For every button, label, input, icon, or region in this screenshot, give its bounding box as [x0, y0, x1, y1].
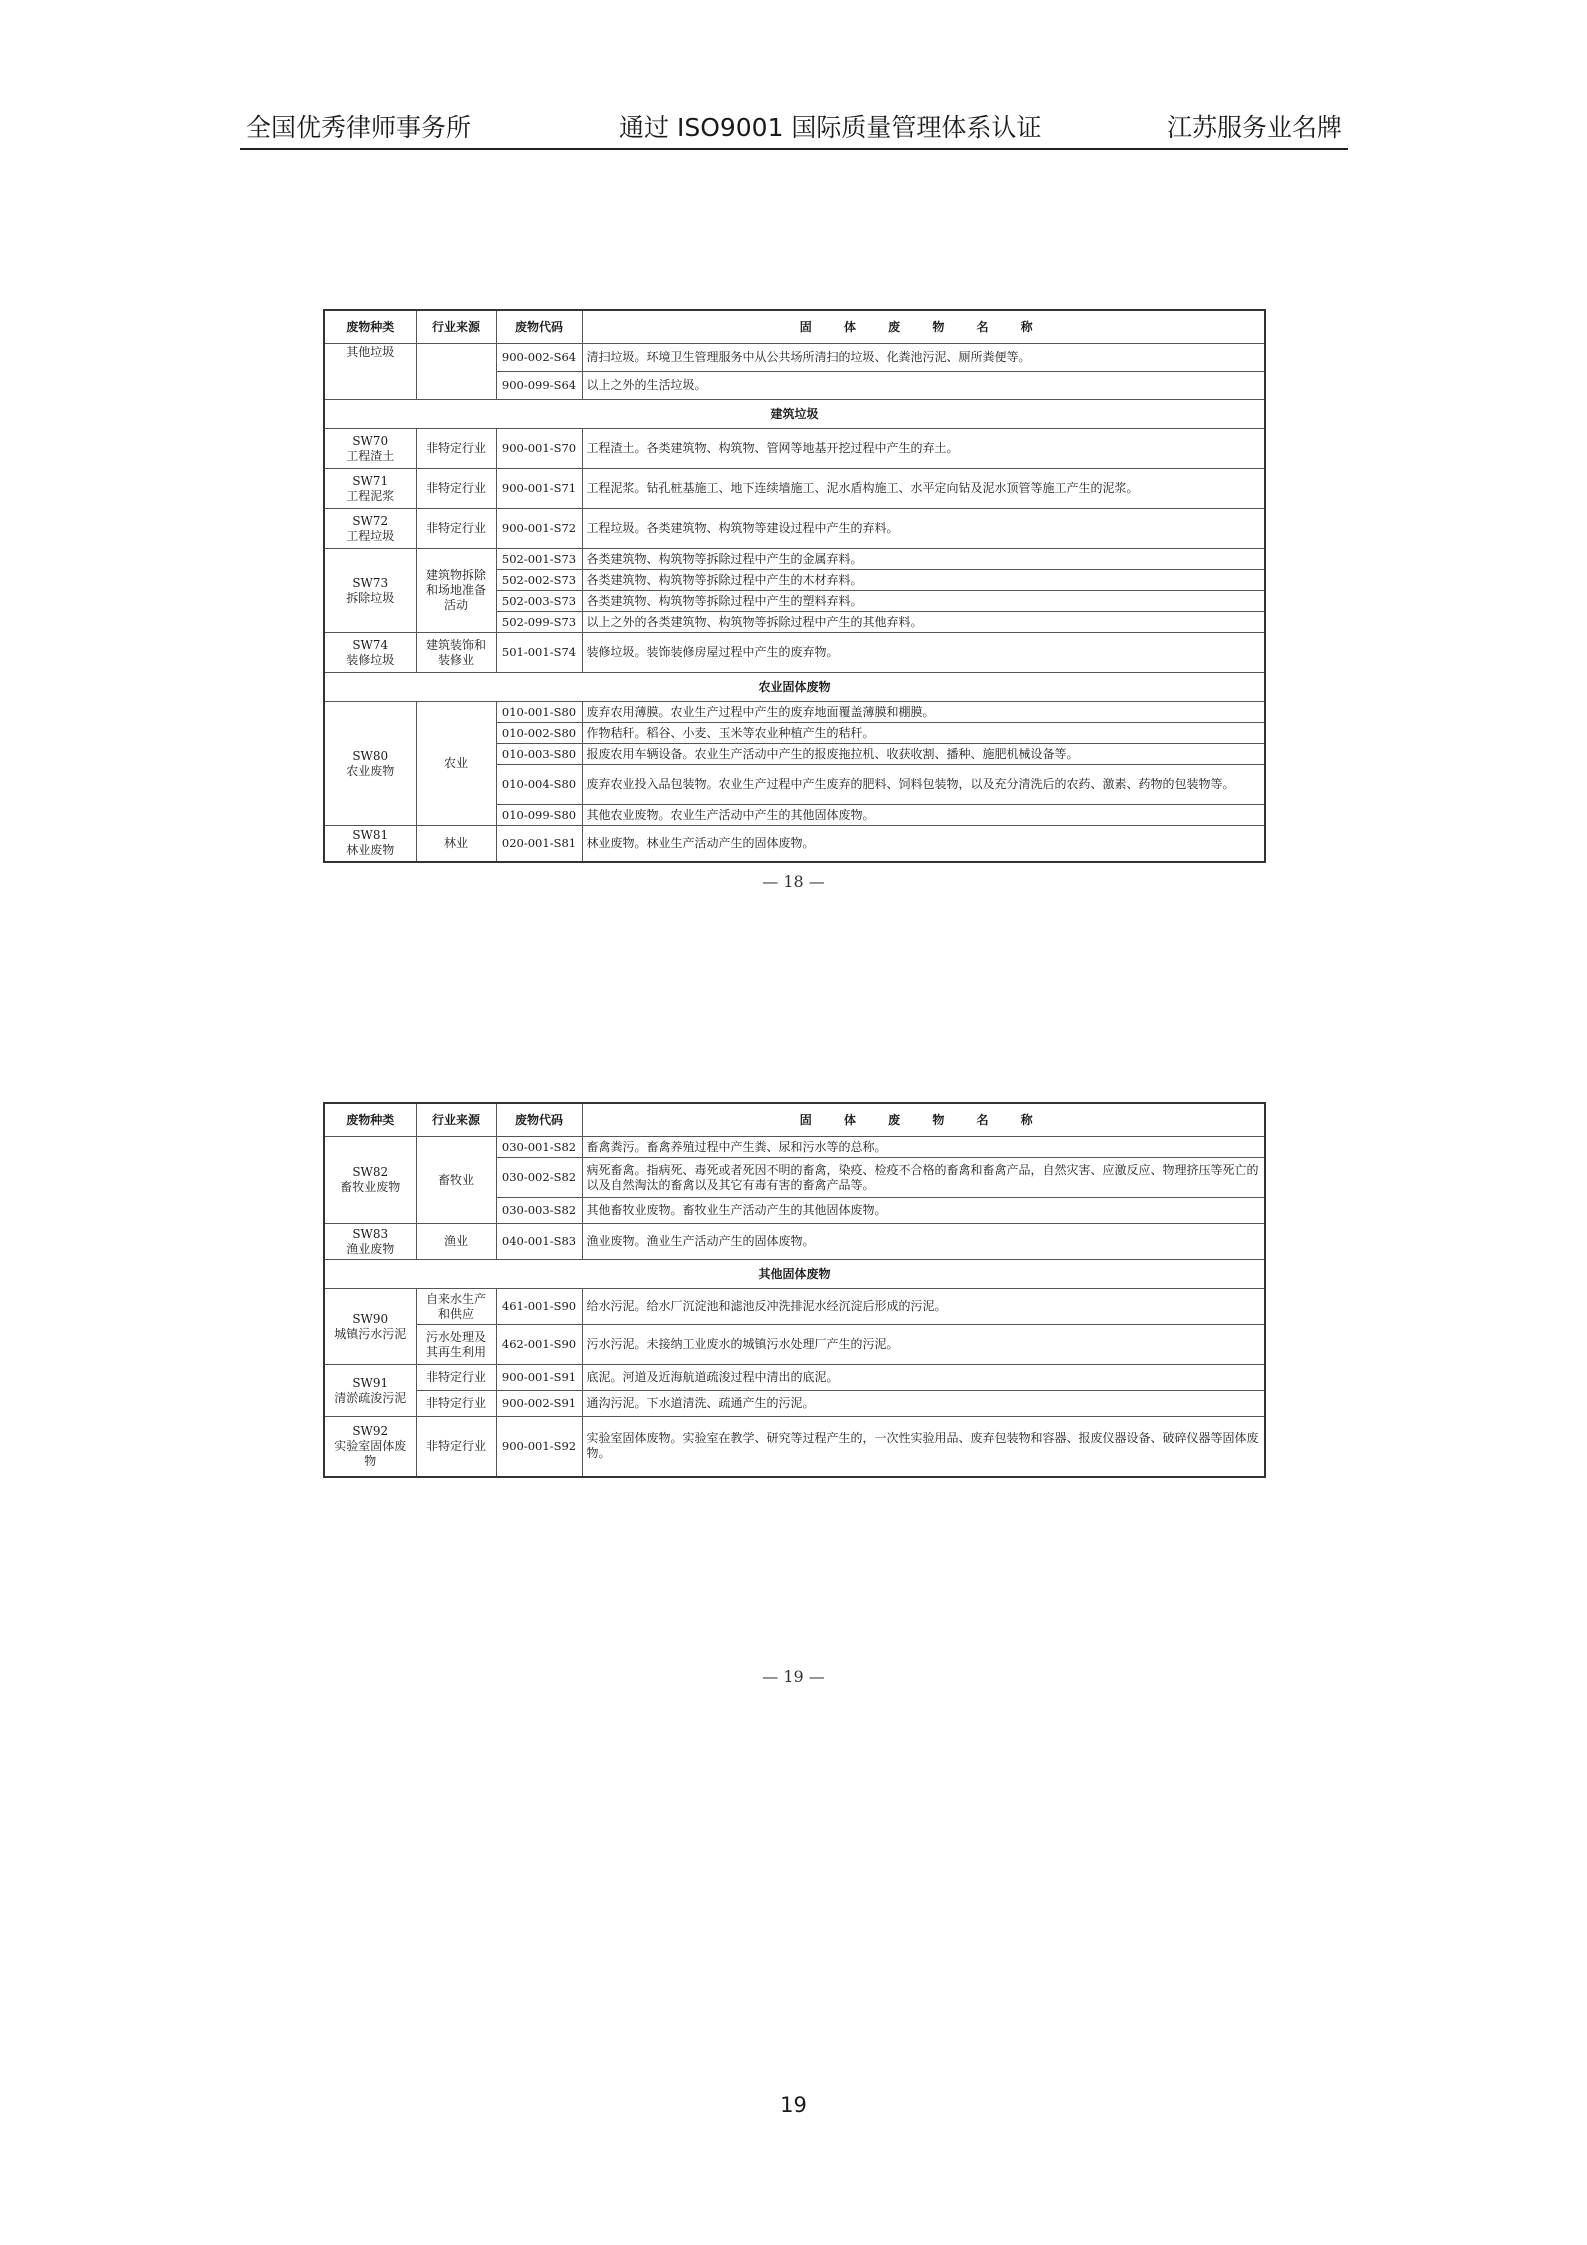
waste-table-page-19: [323, 1102, 1266, 1478]
table-row: [324, 469, 1265, 509]
code-cell: 030-001-S82: [496, 1137, 582, 1158]
code-cell: 040-001-S83: [496, 1224, 582, 1260]
source-cell: 非特定行业: [416, 1365, 496, 1391]
col-header-code: 废物代码: [496, 310, 582, 344]
category-name: 工程垃圾: [346, 528, 395, 543]
name-cell: 实验室固体废物。实验室在教学、研究等过程产生的，一次性实验用品、废弃包装物和容器、报废仪器设备、破碎仪器等固体废物。: [582, 1417, 1265, 1477]
category-name: 清淤疏浚污泥: [334, 1390, 407, 1405]
code-cell: 010-099-S80: [496, 805, 582, 826]
category-cell: [324, 469, 416, 509]
name-cell: 以上之外的生活垃圾。: [582, 372, 1265, 400]
name-cell: 废弃农业投入品包装物。农业生产过程中产生废弃的肥料、饲料包装物，以及充分清洗后的农药、激素、药物的包装物等。: [582, 765, 1265, 805]
page-number-19: — 19 —: [762, 1667, 825, 1686]
category-cell: [324, 1365, 416, 1417]
source-cell: 非特定行业: [416, 429, 496, 469]
header-brand: 江苏服务业名牌: [1166, 113, 1342, 142]
table-header-row: [324, 310, 1265, 344]
category-code: SW74: [352, 637, 389, 652]
category-name: 城镇污水污泥: [334, 1326, 407, 1341]
col-header-source: 行业来源: [416, 1103, 496, 1137]
col-header-name: 固 体 废 物 名 称: [582, 310, 1265, 344]
source-cell: 非特定行业: [416, 509, 496, 549]
code-cell: 030-003-S82: [496, 1198, 582, 1224]
name-cell: 以上之外的各类建筑物、构筑物等拆除过程中产生的其他弃料。: [582, 612, 1265, 633]
name-cell: 装修垃圾。装饰装修房屋过程中产生的废弃物。: [582, 633, 1265, 673]
category-cell: [324, 549, 416, 633]
category-code: SW91: [352, 1375, 389, 1390]
source-cell: 非特定行业: [416, 1417, 496, 1477]
source-cell: 农业: [416, 702, 496, 826]
code-cell: 502-001-S73: [496, 549, 582, 570]
name-cell: 病死畜禽。指病死、毒死或者死因不明的畜禽，染疫、检疫不合格的畜禽和畜禽产品，自然灾害、应激反应、物理挤压等死亡的以及自然淘汰的畜禽以及其它有毒有害的畜禽产品等。: [582, 1158, 1265, 1198]
page-number-18: — 18 —: [762, 872, 825, 891]
source-cell: 林业: [416, 826, 496, 862]
category-code: SW90: [352, 1311, 389, 1326]
col-header-source: 行业来源: [416, 310, 496, 344]
code-cell: 502-003-S73: [496, 591, 582, 612]
source-cell: 建筑物拆除和场地准备活动: [416, 549, 496, 633]
table-row: [324, 1289, 1265, 1325]
code-cell: 900-001-S91: [496, 1365, 582, 1391]
table-row: [324, 1137, 1265, 1158]
section-row: [324, 1260, 1265, 1289]
name-cell: 工程泥浆。钻孔桩基施工、地下连续墙施工、泥水盾构施工、水平定向钻及泥水顶管等施工产生的泥浆。: [582, 469, 1265, 509]
footer-page-number: 19: [780, 2093, 807, 2117]
name-cell: 渔业废物。渔业生产活动产生的固体废物。: [582, 1224, 1265, 1260]
name-cell: 作物秸秆。稻谷、小麦、玉米等农业种植产生的秸秆。: [582, 723, 1265, 744]
category-name: 渔业废物: [346, 1241, 395, 1256]
category-code: SW81: [352, 828, 389, 843]
table-row: [324, 429, 1265, 469]
name-cell: 各类建筑物、构筑物等拆除过程中产生的塑料弃料。: [582, 591, 1265, 612]
section-title-agriculture: 农业固体废物: [324, 673, 1265, 702]
category-name: 林业废物: [346, 843, 395, 858]
category-cell: [324, 1137, 416, 1224]
code-cell: 502-099-S73: [496, 612, 582, 633]
code-cell: 020-001-S81: [496, 826, 582, 862]
table-row: [324, 1391, 1265, 1417]
name-cell: 畜禽粪污。畜禽养殖过程中产生粪、尿和污水等的总称。: [582, 1137, 1265, 1158]
header-certification: 通过 ISO9001 国际质量管理体系认证: [619, 113, 1042, 142]
name-cell: 污水污泥。未接纳工业废水的城镇污水处理厂产生的污泥。: [582, 1325, 1265, 1365]
col-header-category: 废物种类: [324, 1103, 416, 1137]
waste-table-page-18: [323, 309, 1266, 863]
code-cell: 010-004-S80: [496, 765, 582, 805]
category-name: 工程泥浆: [346, 488, 395, 503]
name-cell: 林业废物。林业生产活动产生的固体废物。: [582, 826, 1265, 862]
section-row: [324, 400, 1265, 429]
code-cell: 030-002-S82: [496, 1158, 582, 1198]
category-name: 工程渣土: [346, 448, 395, 463]
section-title-construction: 建筑垃圾: [324, 400, 1265, 429]
category-cell: [324, 429, 416, 469]
section-row: [324, 673, 1265, 702]
code-cell: 462-001-S90: [496, 1325, 582, 1365]
name-cell: 工程垃圾。各类建筑物、构筑物等建设过程中产生的弃料。: [582, 509, 1265, 549]
source-cell: 自来水生产和供应: [416, 1289, 496, 1325]
code-cell: 900-002-S64: [496, 344, 582, 372]
name-cell: 底泥。河道及近海航道疏浚过程中清出的底泥。: [582, 1365, 1265, 1391]
category-code: SW92: [352, 1423, 389, 1438]
name-cell: 清扫垃圾。环境卫生管理服务中从公共场所清扫的垃圾、化粪池污泥、厕所粪便等。: [582, 344, 1265, 372]
category-cell: 其他垃圾: [324, 344, 416, 400]
page-header: [240, 108, 1348, 150]
code-cell: 900-001-S72: [496, 509, 582, 549]
code-cell: 900-099-S64: [496, 372, 582, 400]
table-row: [324, 1365, 1265, 1391]
table-row: [324, 1325, 1265, 1365]
name-cell: 通沟污泥。下水道清洗、疏通产生的污泥。: [582, 1391, 1265, 1417]
category-name: 装修垃圾: [346, 652, 395, 667]
table-row: [324, 344, 1265, 372]
category-cell: [324, 1224, 416, 1260]
table-row: [324, 509, 1265, 549]
code-cell: 900-002-S91: [496, 1391, 582, 1417]
name-cell: 给水污泥。给水厂沉淀池和滤池反冲洗排泥水经沉淀后形成的污泥。: [582, 1289, 1265, 1325]
category-name: 拆除垃圾: [346, 590, 395, 605]
code-cell: 010-003-S80: [496, 744, 582, 765]
header-firm-honor: 全国优秀律师事务所: [246, 113, 472, 142]
table-header-row: [324, 1103, 1265, 1137]
category-name: 实验室固体废物: [334, 1438, 407, 1468]
category-name: 畜牧业废物: [340, 1180, 401, 1194]
col-header-name: 固 体 废 物 名 称: [582, 1103, 1265, 1137]
source-cell: 畜牧业: [416, 1137, 496, 1224]
category-code: SW73: [352, 575, 389, 590]
code-cell: 900-001-S71: [496, 469, 582, 509]
category-code: SW72: [352, 513, 389, 528]
name-cell: 各类建筑物、构筑物等拆除过程中产生的金属弃料。: [582, 549, 1265, 570]
category-cell: [324, 633, 416, 673]
code-cell: 900-001-S92: [496, 1417, 582, 1477]
category-cell: [324, 702, 416, 826]
table-row: [324, 633, 1265, 673]
source-cell: [416, 344, 496, 400]
name-cell: 报废农用车辆设备。农业生产活动中产生的报废拖拉机、收获收割、播种、施肥机械设备等。: [582, 744, 1265, 765]
category-name: 农业废物: [346, 763, 395, 778]
table-row: [324, 549, 1265, 570]
table-row: [324, 826, 1265, 862]
source-cell: 非特定行业: [416, 469, 496, 509]
table-row: [324, 702, 1265, 723]
col-header-code: 废物代码: [496, 1103, 582, 1137]
code-cell: 502-002-S73: [496, 570, 582, 591]
category-code: SW83: [352, 1226, 389, 1241]
category-code: SW82: [352, 1165, 389, 1179]
code-cell: 461-001-S90: [496, 1289, 582, 1325]
source-cell: 渔业: [416, 1224, 496, 1260]
source-cell: 建筑装饰和装修业: [416, 633, 496, 673]
section-title-other: 其他固体废物: [324, 1260, 1265, 1289]
category-code: SW71: [352, 473, 389, 488]
code-cell: 010-001-S80: [496, 702, 582, 723]
name-cell: 其他农业废物。农业生产活动中产生的其他固体废物。: [582, 805, 1265, 826]
table-row: [324, 1417, 1265, 1477]
name-cell: 工程渣土。各类建筑物、构筑物、管网等地基开挖过程中产生的弃土。: [582, 429, 1265, 469]
category-code: SW80: [352, 748, 389, 763]
code-cell: 010-002-S80: [496, 723, 582, 744]
table-row: [324, 1224, 1265, 1260]
col-header-category: 废物种类: [324, 310, 416, 344]
category-cell: [324, 826, 416, 862]
source-cell: 非特定行业: [416, 1391, 496, 1417]
category-cell: [324, 509, 416, 549]
name-cell: 其他畜牧业废物。畜牧业生产活动产生的其他固体废物。: [582, 1198, 1265, 1224]
name-cell: 各类建筑物、构筑物等拆除过程中产生的木材弃料。: [582, 570, 1265, 591]
code-cell: 900-001-S70: [496, 429, 582, 469]
name-cell: 废弃农用薄膜。农业生产过程中产生的废弃地面覆盖薄膜和棚膜。: [582, 702, 1265, 723]
category-cell: [324, 1289, 416, 1365]
category-cell: [324, 1417, 416, 1477]
code-cell: 501-001-S74: [496, 633, 582, 673]
source-cell: 污水处理及其再生利用: [416, 1325, 496, 1365]
category-code: SW70: [352, 433, 389, 448]
